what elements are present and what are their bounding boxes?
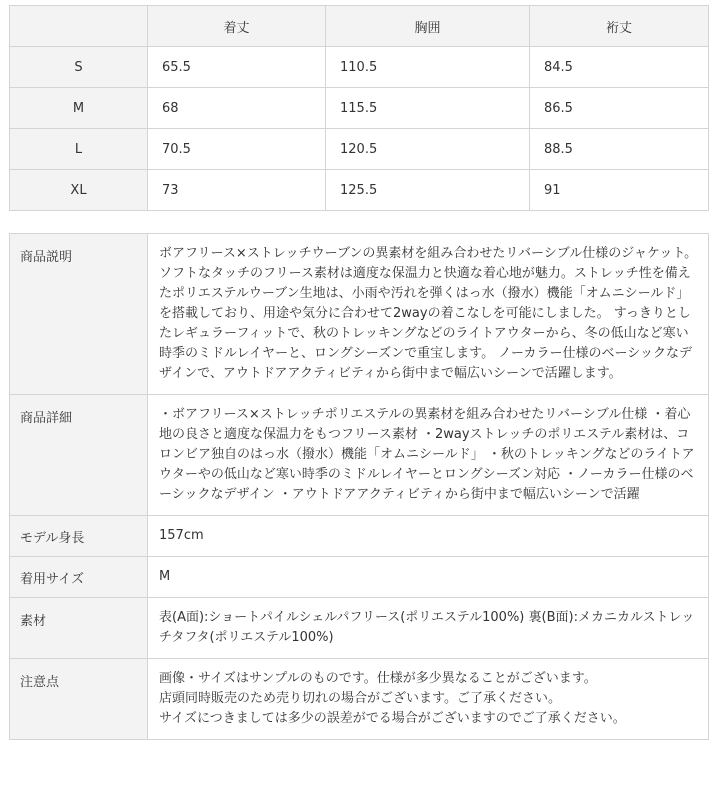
sleeve-value: 84.5 xyxy=(530,47,709,88)
description-text: ボアフリース×ストレッチウーブンの異素材を組み合わせたリバーシブル仕様のジャケット。 ソフトなタッチのフリース素材は適度な保温力と快適な着心地が魅力。ストレッチ性を備えたポリエステルウーブン生地は、小雨や汚れを弾くはっ水（撥水）機能「オムニシールド」を搭載しており、用途や気分に合わせて2wayの着こなしを可能にしました。 すっきりとしたレギュラーフィットで、秋のトレッキングなどのライトアウターから、冬の低山など寒い時季のミドルレイヤーと、ロングシーズンで重宝します。 ノーカラー仕様のベーシックなデザインで、アウトドアアクティビティから街中まで幅広いシーンで活躍します。 xyxy=(148,234,709,395)
product-details-table xyxy=(9,233,709,740)
description-label: 商品説明 xyxy=(10,234,148,395)
chest-value: 115.5 xyxy=(326,88,530,129)
sleeve-value: 88.5 xyxy=(530,129,709,170)
model-height-row xyxy=(10,516,709,557)
header-length: 着丈 xyxy=(148,6,326,47)
model-height-value: 157cm xyxy=(148,516,709,557)
size-label: M xyxy=(10,88,148,129)
sleeve-value: 86.5 xyxy=(530,88,709,129)
size-label: XL xyxy=(10,170,148,211)
sleeve-value: 91 xyxy=(530,170,709,211)
table-row xyxy=(10,88,709,129)
size-chart-table xyxy=(9,5,709,211)
header-corner-cell xyxy=(10,6,148,47)
detail-row xyxy=(10,395,709,516)
detail-text: ・ボアフリース×ストレッチポリエステルの異素材を組み合わせたリバーシブル仕様 ・着心地の良さと適度な保温力をもつフリース素材 ・2wayストレッチのポリエステル素材は、コロンビア独自のはっ水（撥水）機能「オムニシールド」 ・秋のトレッキングなどのライトアウターやの低山など寒い時季のミドルレイヤーとロングシーズン対応 ・ノーカラー仕様のベーシックなデザイン ・アウトドアアクティビティから街中まで幅広いシーンで活躍 xyxy=(148,395,709,516)
notes-label: 注意点 xyxy=(10,659,148,740)
notes-text: 画像・サイズはサンプルのものです。仕様が多少異なることがございます。 店頭同時販売のため売り切れの場合がございます。ご了承ください。 サイズにつきましては多少の誤差がでる場合がございますのでご了承ください。 xyxy=(148,659,709,740)
length-value: 68 xyxy=(148,88,326,129)
notes-row xyxy=(10,659,709,740)
table-row xyxy=(10,129,709,170)
header-chest: 胸囲 xyxy=(326,6,530,47)
model-height-label: モデル身長 xyxy=(10,516,148,557)
detail-label: 商品詳細 xyxy=(10,395,148,516)
size-chart-header-row xyxy=(10,6,709,47)
material-text: 表(A面):ショートパイルシェルパフリース(ポリエステル100%) 裏(B面):メカニカルストレッチタフタ(ポリエステル100%) xyxy=(148,598,709,659)
chest-value: 120.5 xyxy=(326,129,530,170)
length-value: 73 xyxy=(148,170,326,211)
worn-size-row xyxy=(10,557,709,598)
material-label: 素材 xyxy=(10,598,148,659)
header-sleeve: 裄丈 xyxy=(530,6,709,47)
chest-value: 125.5 xyxy=(326,170,530,211)
table-row xyxy=(10,47,709,88)
table-row xyxy=(10,170,709,211)
worn-size-value: M xyxy=(148,557,709,598)
size-label: L xyxy=(10,129,148,170)
size-label: S xyxy=(10,47,148,88)
material-row xyxy=(10,598,709,659)
worn-size-label: 着用サイズ xyxy=(10,557,148,598)
length-value: 65.5 xyxy=(148,47,326,88)
length-value: 70.5 xyxy=(148,129,326,170)
chest-value: 110.5 xyxy=(326,47,530,88)
description-row xyxy=(10,234,709,395)
